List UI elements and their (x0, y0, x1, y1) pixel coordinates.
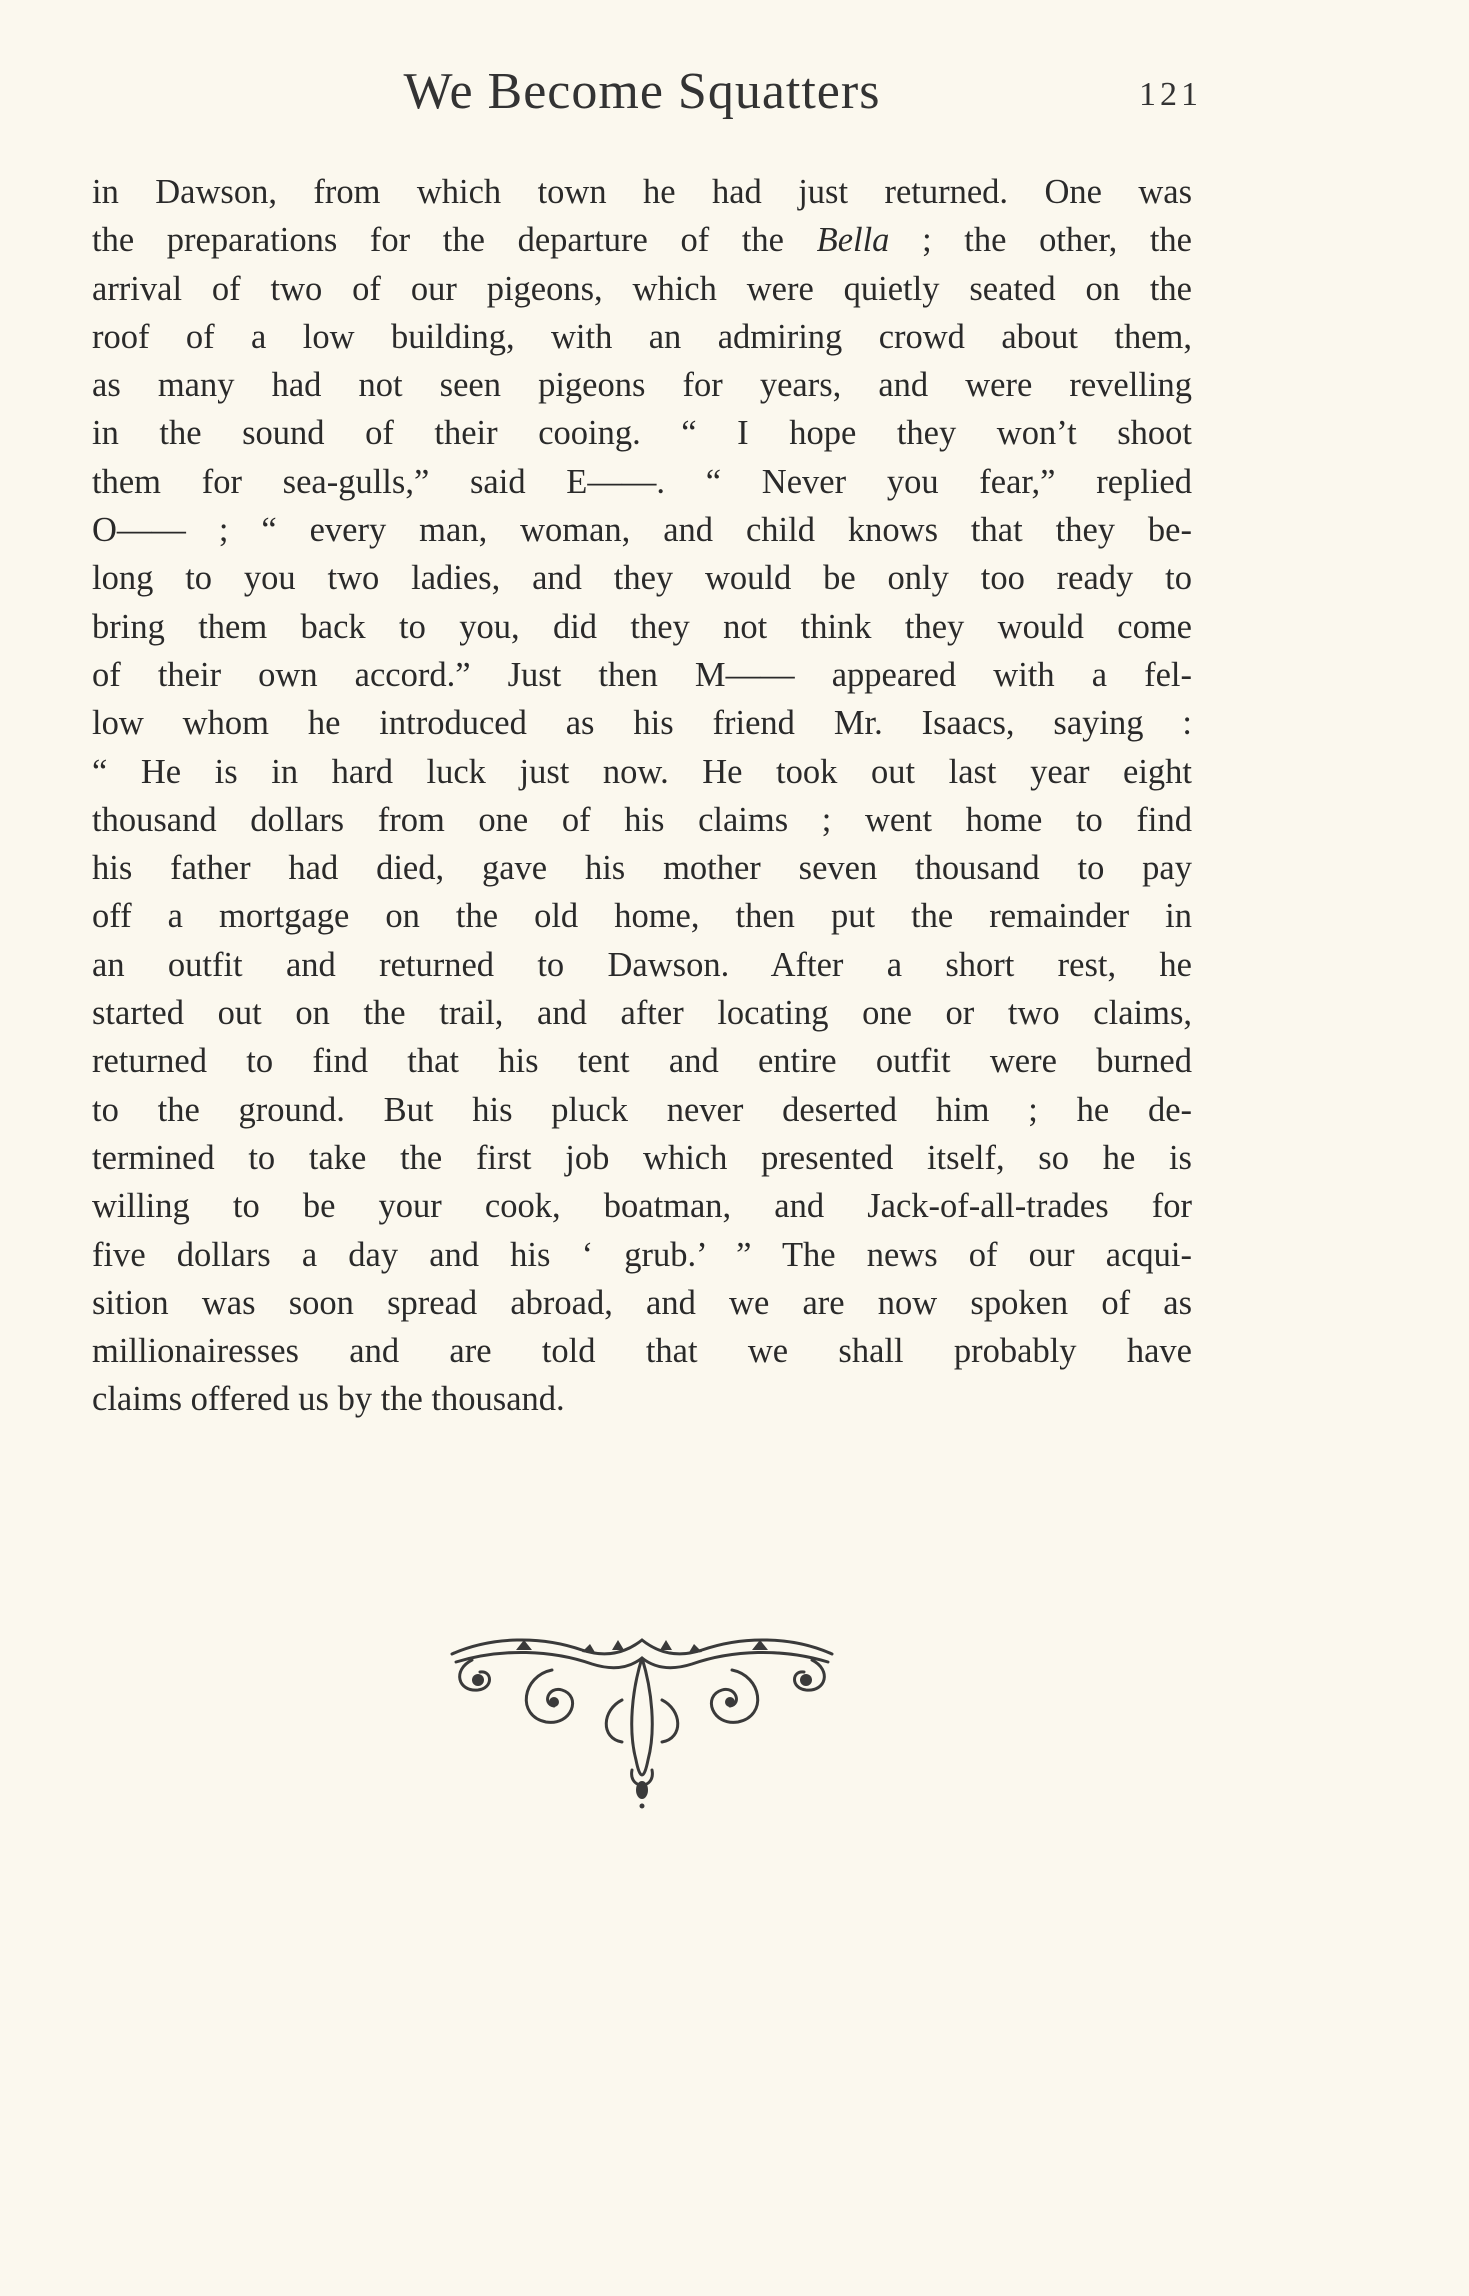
text-line: an outfit and returned to Dawson. After a short rest, he (92, 945, 1192, 984)
text-line: low whom he introduced as his friend Mr. Isaacs, saying : (92, 704, 1192, 743)
text-line: roof of a low building, with an admiring crowd about them, (92, 317, 1192, 356)
text-line: O—— ; “ every man, woman, and child knows that they be- (92, 511, 1192, 550)
text-line: thousand dollars from one of his claims ; went home to find (92, 800, 1192, 839)
text-line (92, 216, 1192, 264)
floral-tailpiece-icon (432, 1630, 852, 1810)
text-line-part: the preparations for the departure of the (92, 221, 817, 260)
text-line: long to you two ladies, and they would be only too ready to (92, 559, 1192, 598)
text-line: sition was soon spread abroad, and we are now spoken of as (92, 1283, 1192, 1322)
text-line: bring them back to you, did they not think they would come (92, 607, 1192, 646)
text-line: in the sound of their cooing. “ I hope they won’t shoot (92, 414, 1192, 453)
text-line: off a mortgage on the old home, then put the remainder in (92, 897, 1192, 936)
text-line: to the ground. But his pluck never deserted him ; he de- (92, 1090, 1192, 1129)
text-line: five dollars a day and his ‘ grub.’ ” The news of our acqui- (92, 1235, 1192, 1274)
text-line: returned to find that his tent and entire outfit were burned (92, 1042, 1192, 1081)
text-line: in Dawson, from which town he had just returned. One was (92, 173, 1192, 211)
ship-name: Bella (816, 221, 890, 260)
text-line: as many had not seen pigeons for years, and were revelling (92, 366, 1192, 405)
text-line: his father had died, gave his mother seven thousand to pay (92, 849, 1192, 888)
text-line: willing to be your cook, boatman, and Jack-of-all-trades for (92, 1187, 1192, 1226)
text-line: them for sea-gulls,” said E——. “ Never you fear,” replied (92, 462, 1192, 501)
text-line-part: ; the other, the (889, 221, 1192, 260)
text-line: “ He is in hard luck just now. He took out last year eight (92, 752, 1192, 791)
text-line: of their own accord.” Just then M—— appeared with a fel- (92, 655, 1192, 694)
running-head (92, 52, 1202, 132)
text-line: termined to take the first job which presented itself, so he is (92, 1138, 1192, 1177)
text-line: millionairesses and are told that we shall probably have (92, 1332, 1192, 1371)
text-line: started out on the trail, and after locating one or two claims, (92, 994, 1192, 1033)
page-number: 121 (1139, 76, 1202, 113)
body-text (92, 168, 1192, 1424)
text-line: arrival of two of our pigeons, which were quietly seated on the (92, 269, 1192, 308)
text-line: claims offered us by the thousand. (92, 1380, 565, 1419)
running-title: We Become Squatters (403, 63, 881, 120)
